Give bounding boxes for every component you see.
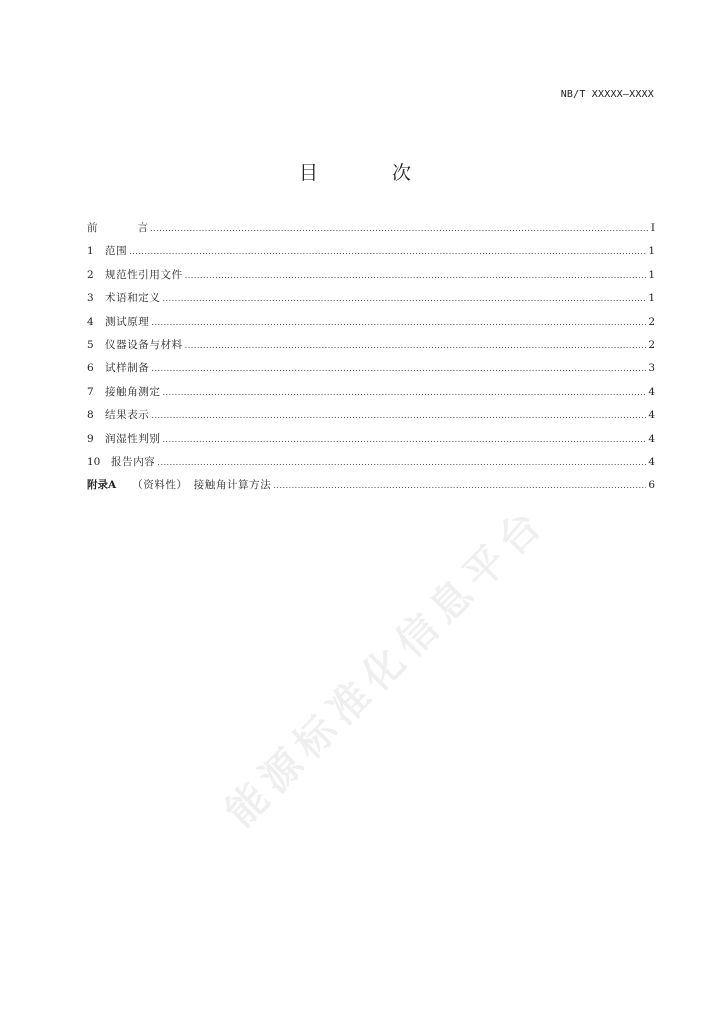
dot-leader (163, 290, 647, 307)
dot-leader (151, 407, 646, 424)
toc-entry-1[interactable] (87, 243, 655, 266)
toc-entry-label: 试样制备 (105, 362, 150, 375)
toc-entry-number: 8 (87, 409, 94, 422)
toc-page-number: 4 (648, 385, 655, 398)
toc-entry-number: 1 (87, 245, 94, 258)
toc-entry-10[interactable] (87, 454, 655, 477)
toc-annex-title: 接触角计算方法 (193, 479, 272, 492)
toc-page-number: 6 (648, 479, 655, 492)
toc-entry-number: 7 (87, 385, 94, 398)
dot-leader (157, 454, 646, 471)
toc-preface-label-b: 言 (137, 222, 148, 234)
toc-entry-6[interactable] (87, 360, 655, 383)
toc-entry-label: 结果表示 (105, 409, 150, 422)
toc-entry-3[interactable] (87, 290, 655, 313)
toc-page-number: 2 (648, 338, 655, 351)
toc-entry-label: 范围 (105, 245, 128, 258)
toc-entry-label: 规范性引用文件 (105, 268, 183, 281)
toc-page-number: 4 (648, 432, 655, 445)
toc-entry-number: 4 (87, 315, 94, 328)
toc-page-number: 4 (648, 409, 655, 422)
toc-entry-number: 6 (87, 362, 94, 375)
dot-leader (151, 360, 646, 377)
toc-entry-label: 接触角测定 (105, 385, 161, 398)
toc-preface-label (87, 220, 148, 237)
toc-page-number: 1 (648, 268, 655, 281)
dot-leader (163, 431, 647, 448)
toc-page-number: 1 (648, 292, 655, 305)
toc-title: 目 次 (298, 162, 446, 184)
toc-entry-label: 报告内容 (111, 455, 156, 468)
toc-entry-label: 测试原理 (105, 315, 150, 328)
toc-page-number: 3 (648, 362, 655, 375)
toc-annex-type: （资料性） (132, 479, 188, 492)
toc-entry-number: 5 (87, 338, 94, 351)
toc-entry-preface[interactable] (87, 220, 655, 243)
dot-leader (150, 220, 649, 237)
toc-entry-annex-a[interactable] (87, 477, 655, 500)
toc-entry-number: 3 (87, 292, 94, 305)
document-code: NB/T XXXXX—XXXX (560, 89, 654, 100)
toc-entry-9[interactable] (87, 431, 655, 454)
toc-entry-label: 术语和定义 (105, 292, 161, 305)
watermark-text: 能源标准化信息平台 (217, 497, 556, 836)
toc-entry-8[interactable] (87, 407, 655, 430)
toc-entry-7[interactable] (87, 384, 655, 407)
toc-entry-4[interactable] (87, 314, 655, 337)
dot-leader (185, 337, 647, 354)
toc-entry-2[interactable] (87, 267, 655, 290)
toc-entry-number: 10 (87, 455, 101, 468)
dot-leader (273, 477, 646, 494)
toc-entry-number: 9 (87, 432, 94, 445)
toc-entry-label: 仪器设备与材料 (105, 338, 183, 351)
dot-leader (129, 243, 646, 260)
toc-entry-number: 2 (87, 268, 94, 281)
toc-preface-label-a: 前 (87, 222, 98, 234)
toc-page-number: 4 (648, 455, 655, 468)
toc-annex-label: 附录A (87, 479, 117, 492)
toc-page-number: 1 (648, 245, 655, 258)
table-of-contents (87, 220, 655, 501)
toc-page-number: 2 (648, 315, 655, 328)
dot-leader (185, 267, 647, 284)
dot-leader (163, 384, 647, 401)
toc-entry-5[interactable] (87, 337, 655, 360)
dot-leader (151, 314, 646, 331)
toc-entry-label: 润湿性判别 (105, 432, 161, 445)
toc-page-number: I (650, 222, 655, 234)
